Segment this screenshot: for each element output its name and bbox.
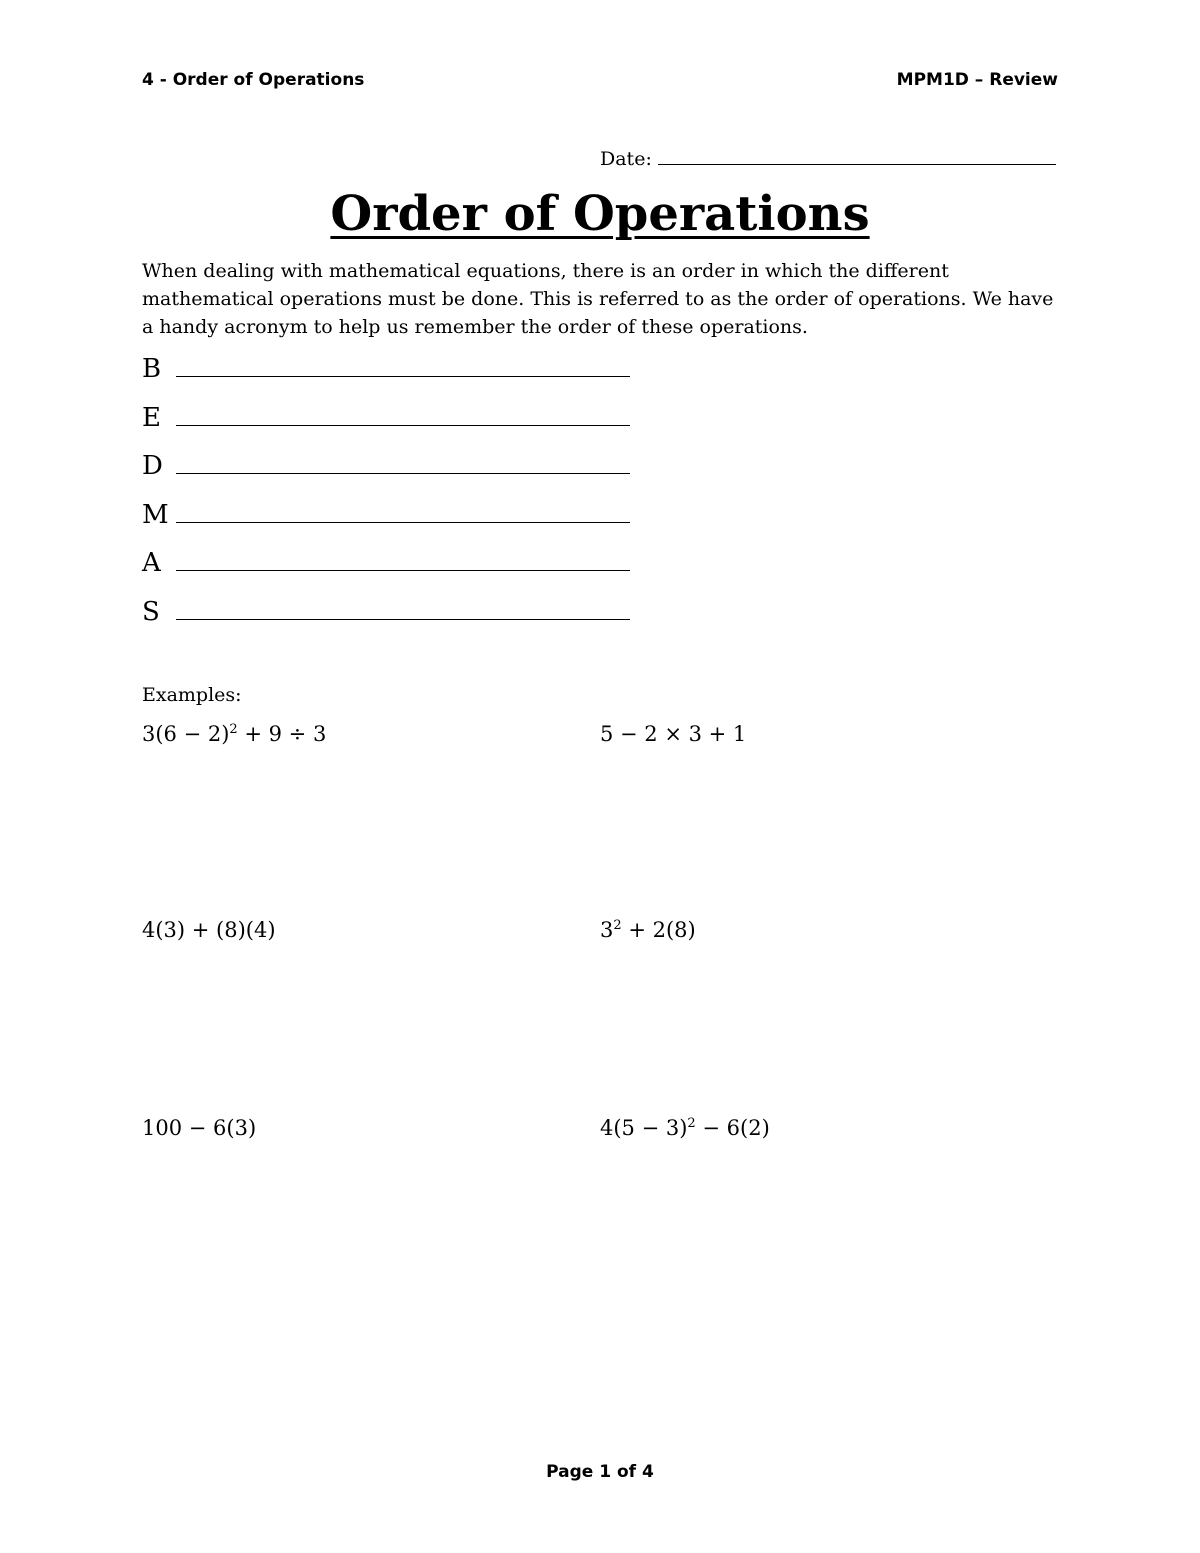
expression-exponent: 2 xyxy=(613,918,622,933)
acronym-list xyxy=(142,354,630,645)
acronym-letter: E xyxy=(142,402,161,433)
intro-paragraph: When dealing with mathematical equations, there is an order in which the different mathematical operations must be done. This is referred to as the order of operations. We have a handy acronym to help us remember the order of these operations. xyxy=(142,260,1054,338)
page-number: Page 1 of 4 xyxy=(546,1462,654,1482)
example-expression-2 xyxy=(600,722,746,746)
expression-rest: + 9 ÷ 3 xyxy=(237,722,327,746)
examples-label: Examples: xyxy=(142,684,242,706)
acronym-blank-line xyxy=(176,504,630,523)
acronym-letter: S xyxy=(142,596,160,627)
acronym-row xyxy=(142,354,630,403)
expression-rest: − 6(2) xyxy=(695,1116,770,1140)
acronym-row xyxy=(142,500,630,549)
acronym-letter: D xyxy=(142,451,163,481)
example-expression-6 xyxy=(600,1116,770,1140)
expression-exponent: 2 xyxy=(687,1116,696,1131)
acronym-blank-line xyxy=(176,601,630,620)
acronym-row xyxy=(142,597,630,646)
expression-base: 100 − 6(3) xyxy=(142,1116,257,1140)
expression-rest: + 2(8) xyxy=(621,918,696,942)
example-expression-4 xyxy=(600,918,696,942)
acronym-letter: M xyxy=(142,499,169,530)
example-expression-1 xyxy=(142,722,326,746)
expression-base: 5 − 2 × 3 + 1 xyxy=(600,722,747,746)
date-label: Date: xyxy=(600,148,652,170)
date-field xyxy=(600,146,1056,170)
expression-exponent: 2 xyxy=(229,722,238,737)
acronym-row xyxy=(142,451,630,500)
acronym-blank-line xyxy=(176,455,630,474)
acronym-letter: B xyxy=(142,354,162,384)
acronym-row xyxy=(142,403,630,452)
expression-base: 4(3) + (8)(4) xyxy=(142,918,276,942)
date-blank-line xyxy=(658,146,1056,165)
example-expression-3 xyxy=(142,918,276,942)
example-expression-5 xyxy=(142,1116,256,1140)
header-left-title: 4 - Order of Operations xyxy=(142,70,365,90)
acronym-blank-line xyxy=(176,358,630,377)
page-title: Order of Operations xyxy=(330,186,870,242)
acronym-blank-line xyxy=(176,407,630,426)
header-right-course: MPM1D – Review xyxy=(896,70,1058,90)
acronym-row xyxy=(142,548,630,597)
expression-base: 3(6 − 2) xyxy=(142,722,230,746)
expression-base: 4(5 − 3) xyxy=(600,1116,688,1140)
expression-base: 3 xyxy=(600,918,614,942)
acronym-letter: A xyxy=(142,548,161,578)
acronym-blank-line xyxy=(176,552,630,571)
